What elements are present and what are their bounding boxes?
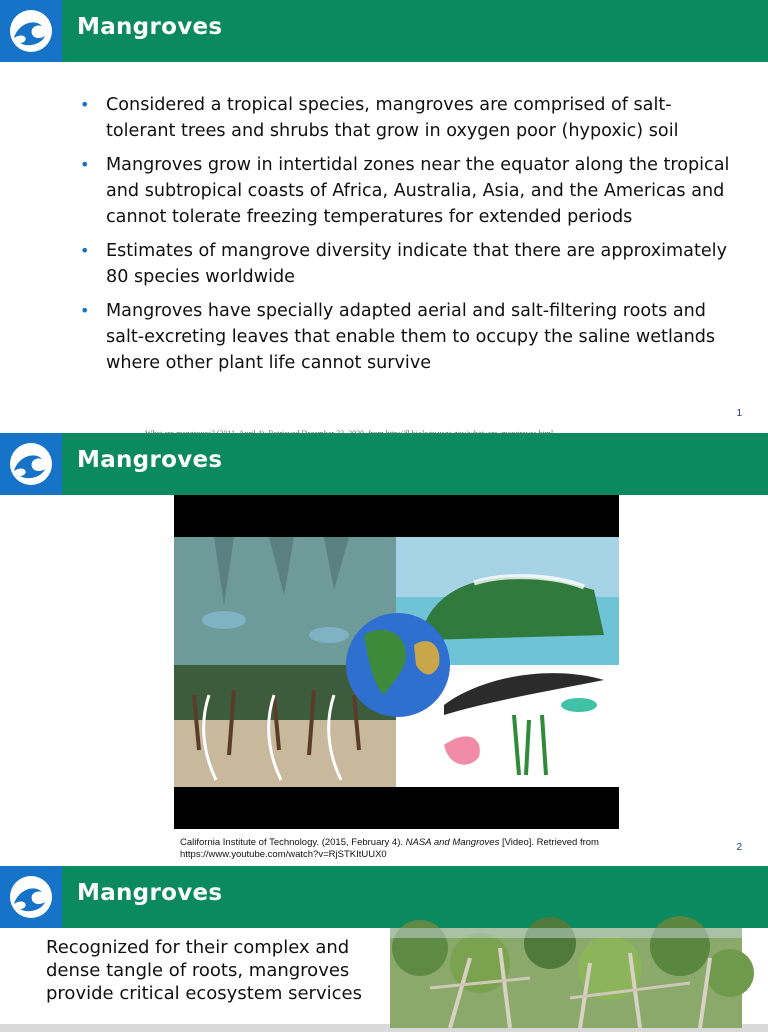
logo [0, 433, 62, 495]
slide-2 [0, 433, 768, 866]
page-number: 2 [736, 842, 742, 853]
slide-body-text: Recognized for their complex and dense tangle of roots, mangroves provide critical ecosystem services [46, 937, 362, 1004]
slide-title: Mangroves [77, 447, 223, 473]
mangrove-photo [390, 928, 742, 1028]
video-player[interactable] [174, 495, 619, 829]
bullet-text: Mangroves have specially adapted aerial and salt-filtering roots and salt-excreting leaves that enable them to occupy the saline wetlands where other plant life cannot survive [106, 301, 716, 373]
citation-prefix: California Institute of Technology. (2015, February 4). [180, 837, 406, 848]
mangrove-photo-image [390, 928, 742, 1028]
bullet-dot-icon: • [80, 95, 90, 114]
slide-header [0, 433, 768, 495]
bullet-text: Estimates of mangrove diversity indicate that there are approximately 80 species worldwide [106, 241, 727, 287]
wave-logo-icon [8, 8, 54, 54]
page-number: 1 [736, 408, 742, 419]
slide-header [0, 0, 768, 62]
slide-title: Mangroves [77, 14, 223, 40]
bullet-item [80, 298, 740, 376]
slide-header [0, 866, 768, 928]
logo [0, 866, 62, 928]
bullet-item [80, 92, 740, 144]
bullet-list [80, 92, 740, 384]
bullet-dot-icon: • [80, 301, 90, 320]
slide-title: Mangroves [77, 880, 223, 906]
bullet-text: Considered a tropical species, mangroves are comprised of salt-tolerant trees and shrubs that grow in oxygen poor (hypoxic) soil [106, 95, 679, 141]
bullet-text: Mangroves grow in intertidal zones near the equator along the tropical and subtropical coasts of Africa, Australia, Asia, and the Americas and cannot tolerate freezing temperatures for extended periods [106, 155, 730, 227]
bullet-item [80, 152, 740, 230]
video-frame-illustration [174, 495, 619, 829]
slide-1 [0, 0, 768, 433]
video-citation [180, 837, 620, 861]
wave-logo-icon [8, 874, 54, 920]
bullet-dot-icon: • [80, 241, 90, 260]
logo [0, 0, 62, 62]
slide-3 [0, 866, 768, 1024]
citation-suffix: [Video]. Retrieved from https://www.youtube.com/watch?v=RjSTKItUUX0 [180, 837, 599, 860]
citation-video-title: NASA and Mangroves [405, 837, 500, 848]
bullet-item [80, 238, 740, 290]
bullet-dot-icon: • [80, 155, 90, 174]
wave-logo-icon [8, 441, 54, 487]
